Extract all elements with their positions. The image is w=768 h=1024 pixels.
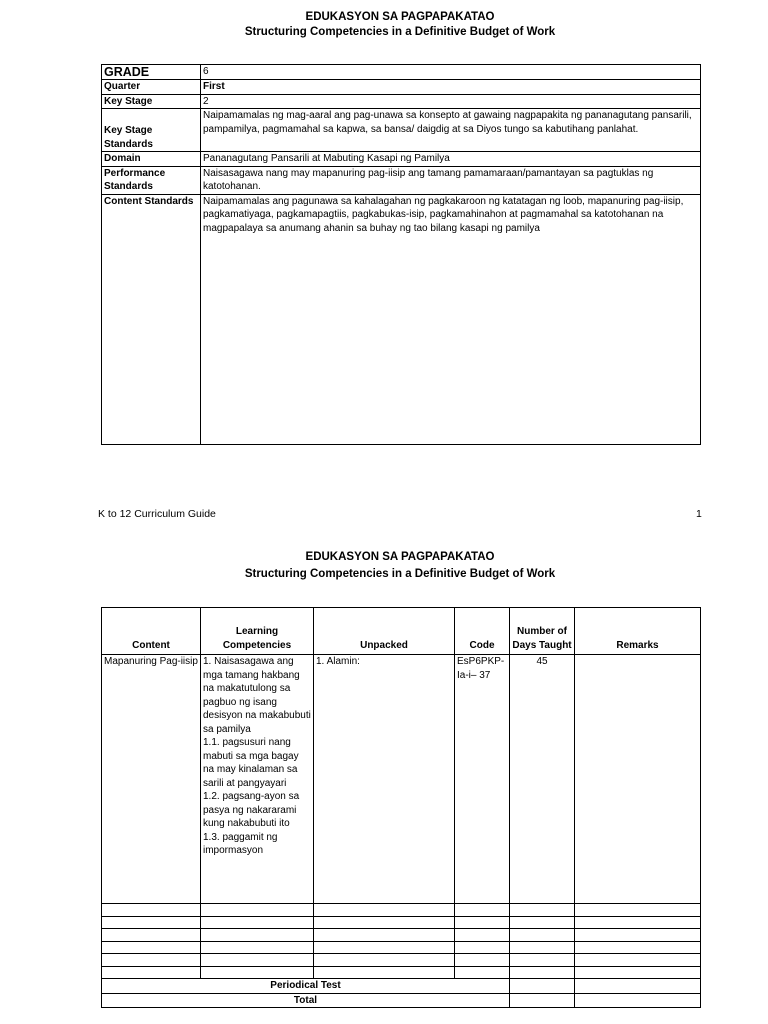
empty-cell xyxy=(575,929,701,942)
key-stage-standards-value: Naipamamalas ng mag-aaral ang pag-unawa sa konsepto at gawaing nagpapakita ng pananagutang pansarili, pampamilya, pagmamahal sa kapwa, sa bansa/ daigdig at sa Diyos tungo sa kabutihang panlahat. xyxy=(201,109,701,152)
empty-cell xyxy=(510,916,575,929)
page1-title: EDUKASYON SA PAGPAPAKATAO xyxy=(305,11,495,23)
performance-standards-label: Performance Standards xyxy=(102,166,201,194)
periodical-test-label: Periodical Test xyxy=(102,979,510,994)
periodical-test-remarks xyxy=(575,979,701,994)
domain-value: Pananagutang Pansarili at Mabuting Kasapi ng Pamilya xyxy=(201,152,701,167)
header-learning-competencies: Learning Competencies xyxy=(201,608,314,655)
grade-label: GRADE xyxy=(102,65,201,80)
domain-label: Domain xyxy=(102,152,201,167)
empty-cell xyxy=(510,966,575,979)
header-content: Content xyxy=(102,608,201,655)
row-content: Mapanuring Pag-iisip xyxy=(102,655,201,904)
periodical-test-days xyxy=(510,979,575,994)
header-code: Code xyxy=(455,608,510,655)
empty-cell xyxy=(314,904,455,917)
empty-cell xyxy=(102,966,201,979)
performance-standards-value: Naisasagawa nang may mapanuring pag-iisip ang tamang pamamaraan/pamantayan sa pagtuklas ng katotohanan. xyxy=(201,166,701,194)
grade-value: 6 xyxy=(201,65,701,80)
empty-cell xyxy=(314,954,455,967)
empty-cell xyxy=(201,941,314,954)
empty-cell xyxy=(201,929,314,942)
empty-cell xyxy=(575,916,701,929)
total-days xyxy=(510,993,575,1008)
empty-cell xyxy=(314,916,455,929)
total-remarks xyxy=(575,993,701,1008)
quarter-value: First xyxy=(201,80,701,95)
empty-cell xyxy=(575,966,701,979)
empty-cell xyxy=(201,966,314,979)
content-standards-value: Naipamamalas ang pagunawa sa kahalagahan ng pagkakaroon ng katatagan ng loob, mapanuring pag-iisip, pagkamatiyaga, pagkamapagtiis, pagkabukas-isip, pagkamahinahon at pagmamahal sa katotohanan na magpapalaya sa anumang ahanin sa buhay ng tao bilang kasapi ng pamilya xyxy=(201,194,701,444)
empty-cell xyxy=(575,941,701,954)
footer-page-number: 1 xyxy=(696,508,702,520)
header-days-taught: Number of Days Taught xyxy=(510,608,575,655)
row-remarks xyxy=(575,655,701,904)
empty-cell xyxy=(102,941,201,954)
budget-of-work-table xyxy=(101,607,701,1008)
empty-cell xyxy=(314,929,455,942)
empty-cell xyxy=(102,929,201,942)
empty-cell xyxy=(455,954,510,967)
empty-cell xyxy=(455,929,510,942)
empty-cell xyxy=(201,916,314,929)
empty-cell xyxy=(455,916,510,929)
page2-title: EDUKASYON SA PAGPAPAKATAO xyxy=(305,551,495,563)
empty-cell xyxy=(102,954,201,967)
empty-cell xyxy=(314,966,455,979)
total-label: Total xyxy=(102,993,510,1008)
row-code: EsP6PKP-Ia-i– 37 xyxy=(455,655,510,904)
empty-cell xyxy=(455,966,510,979)
empty-cell xyxy=(510,941,575,954)
empty-cell xyxy=(455,904,510,917)
empty-cell xyxy=(102,916,201,929)
page1-subtitle: Structuring Competencies in a Definitive Budget of Work xyxy=(244,26,556,38)
content-standards-label: Content Standards xyxy=(102,194,201,444)
standards-table xyxy=(101,64,701,445)
header-remarks: Remarks xyxy=(575,608,701,655)
empty-cell xyxy=(201,954,314,967)
row-learning-competencies: 1. Naisasagawa ang mga tamang hakbang na makatutulong sa pagbuo ng isang desisyon na makabubuti sa pamilya 1.1. pagsusuri nang mabuti sa mga bagay na may kinalaman sa sarili at pangyayari 1.2. pagsang-ayon sa pasya ng nakararami kung nakabubuti ito 1.3. paggamit ng impormasyon xyxy=(201,655,314,904)
empty-cell xyxy=(201,904,314,917)
page2-subtitle: Structuring Competencies in a Definitive Budget of Work xyxy=(244,568,556,580)
empty-cell xyxy=(455,941,510,954)
header-unpacked: Unpacked xyxy=(314,608,455,655)
key-stage-label: Key Stage xyxy=(102,94,201,109)
row-days-taught: 45 xyxy=(510,655,575,904)
empty-cell xyxy=(575,904,701,917)
empty-cell xyxy=(510,904,575,917)
empty-cell xyxy=(314,941,455,954)
key-stage-standards-label: Key Stage Standards xyxy=(102,109,201,152)
quarter-label: Quarter xyxy=(102,80,201,95)
row-unpacked: 1. Alamin: xyxy=(314,655,455,904)
key-stage-value: 2 xyxy=(201,94,701,109)
empty-cell xyxy=(510,929,575,942)
footer-guide-label: K to 12 Curriculum Guide xyxy=(98,508,216,520)
empty-cell xyxy=(102,904,201,917)
empty-cell xyxy=(510,954,575,967)
empty-cell xyxy=(575,954,701,967)
